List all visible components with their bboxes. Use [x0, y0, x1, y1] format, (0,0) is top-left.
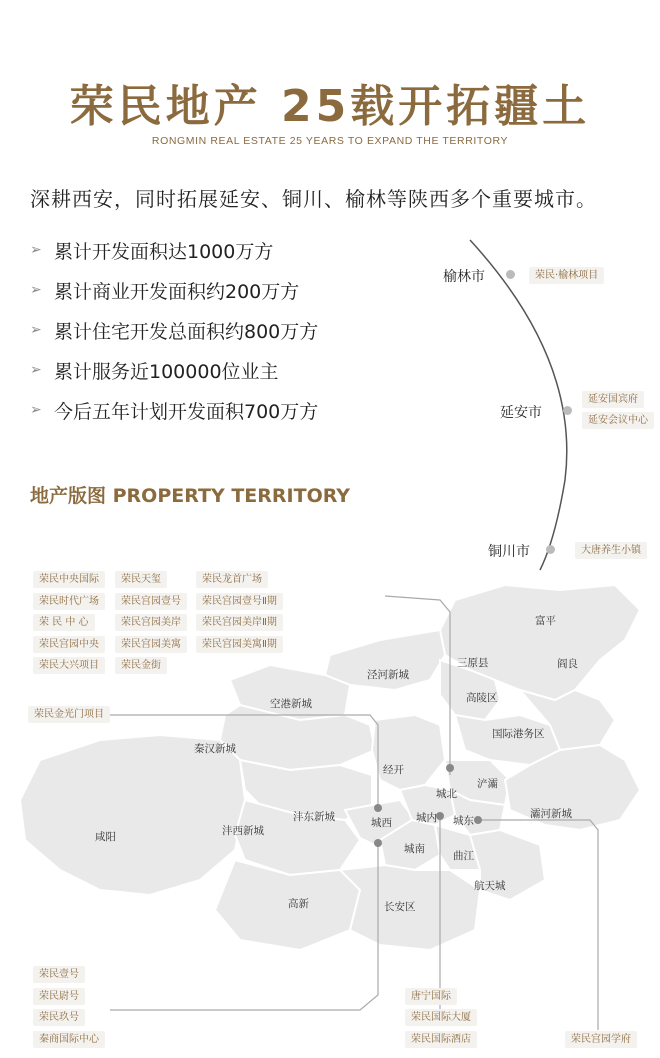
project-tag: 延安国宾府 [582, 391, 644, 408]
project-tag: 荣民宫园美寓Ⅱ期 [196, 636, 283, 653]
map-label: 城西 [371, 817, 392, 829]
project-tag: 荣民宫园美寓 [115, 636, 187, 653]
arrow-icon: ➢ [30, 362, 42, 378]
map-label: 秦汉新城 [194, 743, 236, 755]
map-label: 城内 [416, 812, 437, 824]
project-tag: 唐宁国际 [405, 988, 457, 1005]
project-tag: 大唐养生小镇 [575, 542, 647, 559]
map-label: 三原县 [457, 657, 489, 669]
arrow-icon: ➢ [30, 282, 42, 298]
stat-item: ➢ 累计开发面积达1000万方 [30, 240, 274, 263]
page-subtitle: RONGMIN REAL ESTATE 25 YEARS TO EXPAND THE TERRITORY [151, 135, 509, 147]
map-label: 城东 [453, 815, 474, 827]
stat-item: ➢ 累计住宅开发总面积约800万方 [30, 320, 319, 343]
city-yanan: 延安市 [500, 405, 542, 421]
project-tag: 荣民金街 [115, 657, 167, 674]
map-label: 城南 [404, 843, 425, 855]
arrow-icon: ➢ [30, 322, 42, 338]
project-tag: 荣民宫园美岸Ⅱ期 [196, 614, 283, 631]
map-label: 灞河新城 [530, 808, 572, 820]
project-tag: 荣民宫园壹号Ⅱ期 [196, 593, 283, 610]
map-label: 咸阳 [95, 831, 116, 843]
map-label: 国际港务区 [492, 728, 545, 740]
project-tag: 荣民时代广场 [33, 593, 105, 610]
map-label: 高新 [288, 898, 309, 910]
project-tag: 荣民宫园学府 [565, 1031, 637, 1048]
map-label: 泾河新城 [367, 669, 409, 681]
map-label: 沣东新城 [293, 811, 335, 823]
section-title: 地产版图 PROPERTY TERRITORY [30, 485, 351, 507]
intro-text: 深耕西安，同时拓展延安、铜川、榆林等陕西多个重要城市。 [30, 187, 597, 211]
map-label: 高陵区 [466, 692, 498, 704]
project-tag: 荣民宫园中央 [33, 636, 105, 653]
project-tag: 荣民国际酒店 [405, 1031, 477, 1048]
map-label: 富平 [535, 615, 556, 627]
project-tag: 荣民龙首广场 [196, 571, 268, 588]
city-dot [506, 270, 515, 279]
project-tag: 荣民金光门项目 [28, 706, 110, 723]
project-tag: 荣民·榆林项目 [529, 267, 604, 284]
project-tag: 延安会议中心 [582, 412, 654, 429]
map-label: 经开 [383, 764, 404, 776]
map-label: 空港新城 [270, 698, 312, 710]
project-tag: 秦商国际中心 [33, 1031, 105, 1048]
stat-item: ➢ 今后五年计划开发面积700万方 [30, 400, 319, 423]
arrow-icon: ➢ [30, 402, 42, 418]
stat-item: ➢ 累计服务近100000位业主 [30, 360, 279, 383]
map-label: 沣西新城 [222, 825, 264, 837]
project-tag: 荣民尉号 [33, 988, 85, 1005]
project-tag: 荣民大兴项目 [33, 657, 105, 674]
project-tag: 荣民宫园壹号 [115, 593, 187, 610]
map-label: 长安区 [384, 901, 416, 913]
project-tag: 荣民中央国际 [33, 571, 105, 588]
map-label: 航天城 [474, 880, 506, 892]
project-tag: 荣民壹号 [33, 966, 85, 983]
page-title: 荣民地产 25载开拓疆土 [69, 81, 591, 132]
map-label: 曲江 [453, 850, 474, 862]
city-dot [546, 545, 555, 554]
city-tongchuan: 铜川市 [488, 544, 530, 560]
map-label: 阎良 [557, 658, 578, 670]
map-label: 城北 [436, 788, 457, 800]
arrow-icon: ➢ [30, 242, 42, 258]
city-dot [563, 406, 572, 415]
stat-item: ➢ 累计商业开发面积约200万方 [30, 280, 300, 303]
map-label: 浐灞 [477, 778, 498, 790]
project-tag: 荣民宫园美岸 [115, 614, 187, 631]
project-tag: 荣民天玺 [115, 571, 167, 588]
project-tag: 荣 民 中 心 [33, 614, 95, 631]
city-yulin: 榆林市 [443, 269, 485, 285]
project-tag: 荣民国际大厦 [405, 1009, 477, 1026]
project-tag: 荣民玖号 [33, 1009, 85, 1026]
